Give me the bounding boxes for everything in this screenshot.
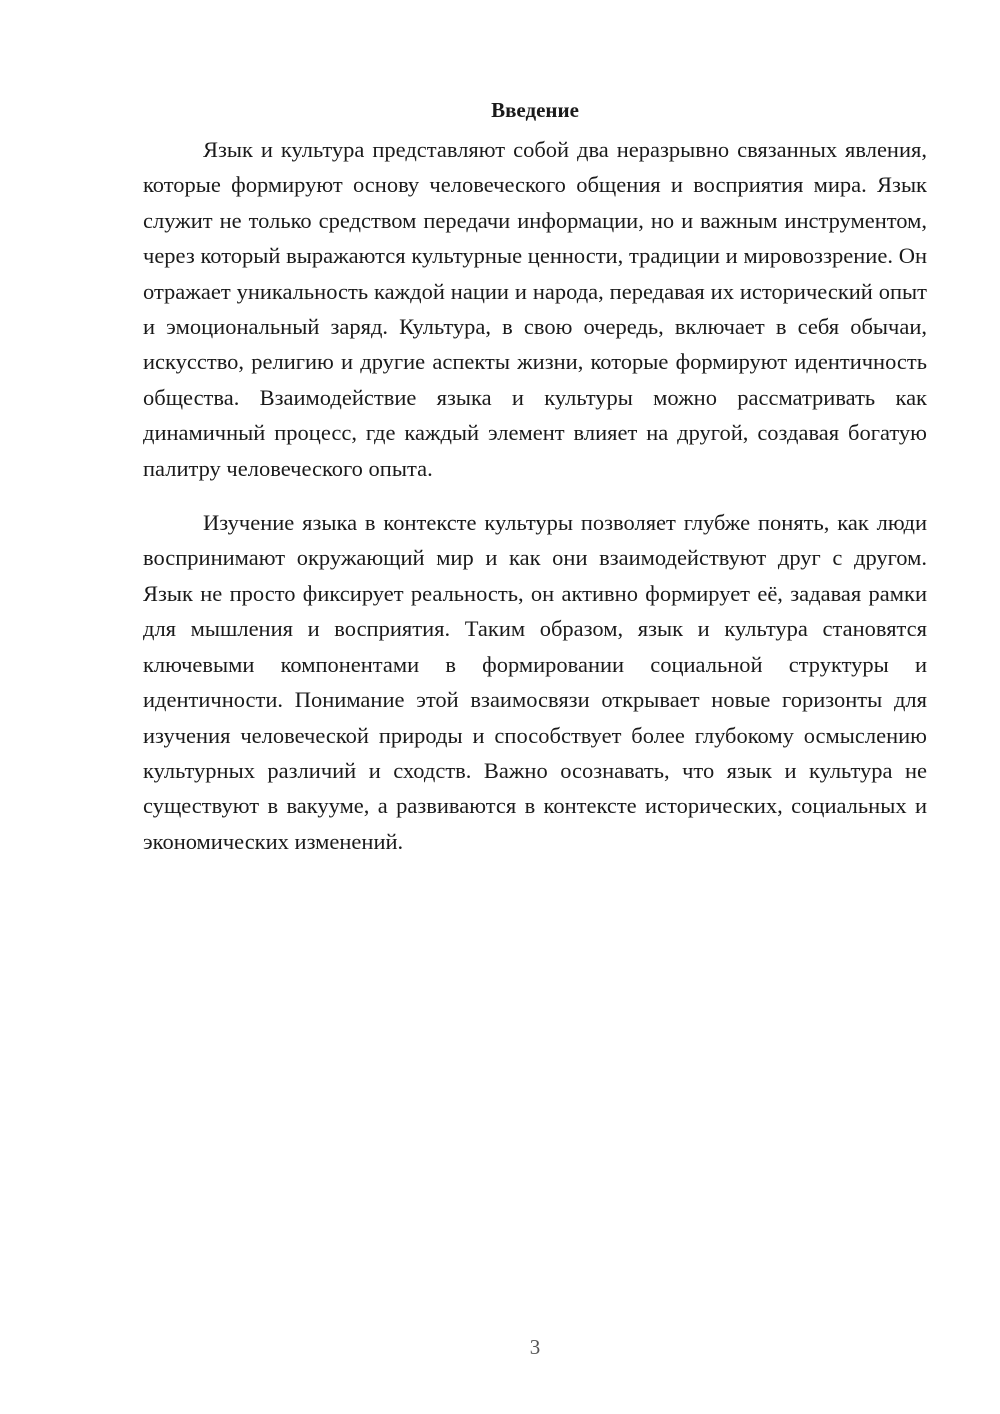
page-number: 3 [529,1335,541,1359]
section-heading: Введение [491,98,579,122]
paragraph-2: Изучение языка в контексте культуры позволяет глубже понять, как люди воспринимают окружающий мир и как они взаимодействуют друг с другом. Язык не просто фиксирует реальность, он активно формирует её, задавая рамки для мышления и восприятия. Таким образом, язык и культура становятся ключевыми компонентами в формировании социальной структуры и идентичности. Понимание этой взаимосвязи открывает новые горизонты для изучения человеческой природы и способствует более глубокому осмыслению культурных различий и сходств. Важно осознавать, что язык и культура не существуют в вакууме, а развиваются в контексте исторических, социальных и экономических изменений. [143,510,927,854]
page-content [143,92,927,859]
paragraph-1: Язык и культура представляют собой два неразрывно связанных явления, которые формируют основу человеческого общения и восприятия мира. Язык служит не только средством передачи информации, но и важным инструментом, через который выражаются культурные ценности, традиции и мировоззрение. Он отражает уникальность каждой нации и народа, передавая их исторический опыт и эмоциональный заряд. Культура, в свою очередь, включает в себя обычаи, искусство, религию и другие аспекты жизни, которые формируют идентичность общества. Взаимодействие языка и культуры можно рассматривать как динамичный процесс, где каждый элемент влияет на другой, создавая богатую палитру человеческого опыта. [143,137,927,481]
